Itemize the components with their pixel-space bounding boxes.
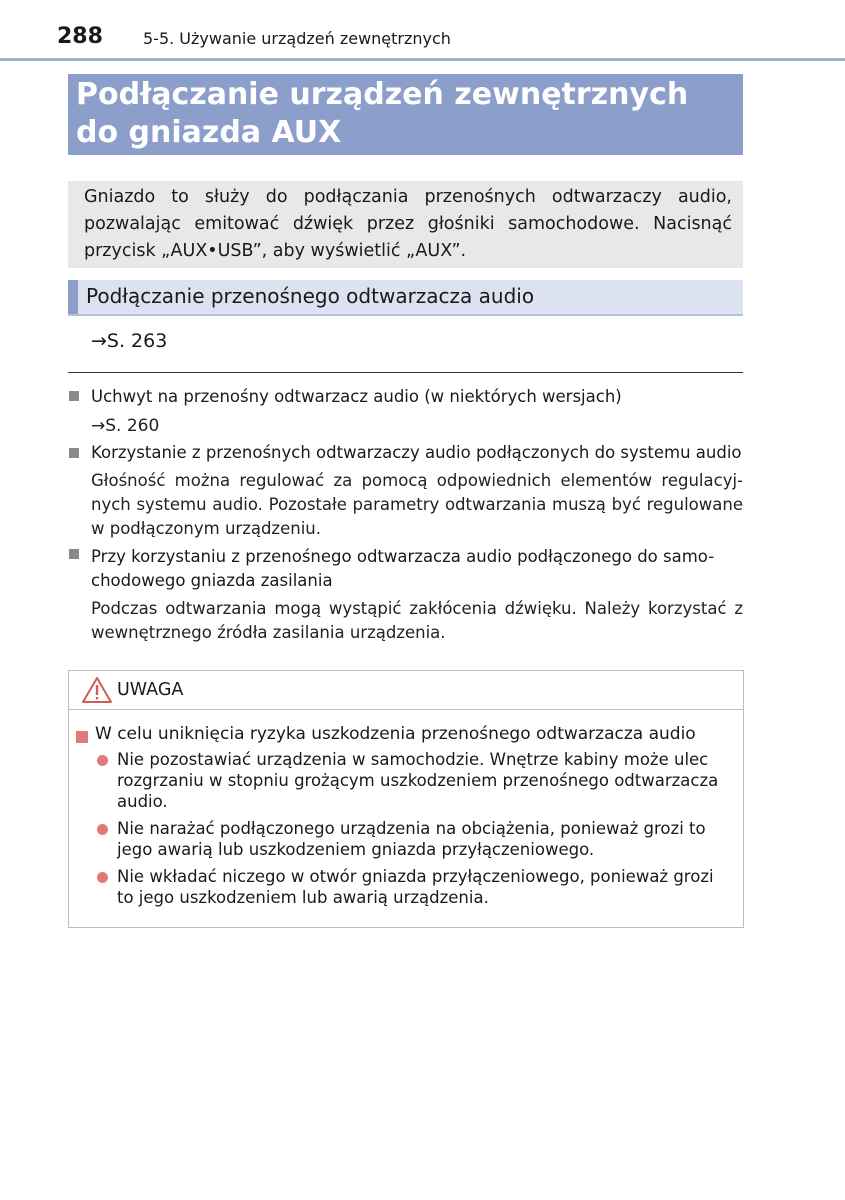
bullet-square [69,549,79,559]
warning-header [69,671,743,710]
section-reference: 5-5. Używanie urządzeń zewnętrznych [143,29,451,48]
subsection-accent-bar [68,280,78,314]
page-number: 288 [57,24,103,49]
bullet-square [69,448,79,458]
subsection-page-reference: →S. 263 [91,330,168,352]
item-heading: Przy korzystaniu z przenośnego odtwarzacza audio podłączonego do samo-chodowego gniazda zasilania [91,547,715,590]
subsection-band [68,280,743,316]
page-title: Podłączanie urządzeń zewnętrznych do gniazda AUX [76,77,689,150]
warning-point: Nie pozostawiać urządzenia w samochodzie. Wnętrze kabiny może ulec rozgrzaniu w stopniu grożącym uszkodzeniem przenośnego odtwarzacza audio. [117,750,719,811]
subsection-title: Podłączanie przenośnego odtwarzacza audio [86,284,535,308]
warning-bullet-dot [97,755,108,766]
warning-triangle-icon [81,676,113,708]
title-band [68,74,743,155]
warning-point: Nie wkładać niczego w otwór gniazda przyłączeniowego, ponieważ grozi to jego uszkodzeniem lub awarią urządzenia. [117,867,714,907]
item-body: Głośność można regulować za pomocą odpowiednich elementów regulacyj-nych systemu audio. Pozostałe parametry odtwarzania muszą być regulowane w podłączonym urządzeniu. [91,471,743,538]
warning-label: UWAGA [117,680,184,700]
divider [68,372,743,373]
item-page-reference: →S. 260 [91,416,160,436]
warning-bullet-square [76,731,88,743]
intro-text: Gniazdo to służy do podłączania przenośnych odtwarzaczy audio, pozwalając emitować dźwięk przez głośniki samochodowe. Nacisnąć przycisk „AUX•USB”, aby wyświetlić „AUX”. [84,187,732,261]
item-body: Podczas odtwarzania mogą wystąpić zakłócenia dźwięku. Należy korzystać z wewnętrznego źródła zasilania urządzenia. [91,599,743,642]
warning-box [68,670,744,928]
page-header [0,0,845,61]
item-heading: Uchwyt na przenośny odtwarzacz audio (w niektórych wersjach) [91,387,622,406]
item-heading: Korzystanie z przenośnych odtwarzaczy audio podłączonych do systemu audio [91,443,742,462]
warning-point: Nie narażać podłączonego urządzenia na obciążenia, ponieważ grozi to jego awarią lub uszkodzeniem gniazda przyłączeniowego. [117,819,706,859]
warning-heading: W celu uniknięcia ryzyka uszkodzenia przenośnego odtwarzacza audio [95,724,696,744]
bullet-square [69,391,79,401]
warning-bullet-dot [97,872,108,883]
intro-box [68,181,743,268]
warning-bullet-dot [97,824,108,835]
